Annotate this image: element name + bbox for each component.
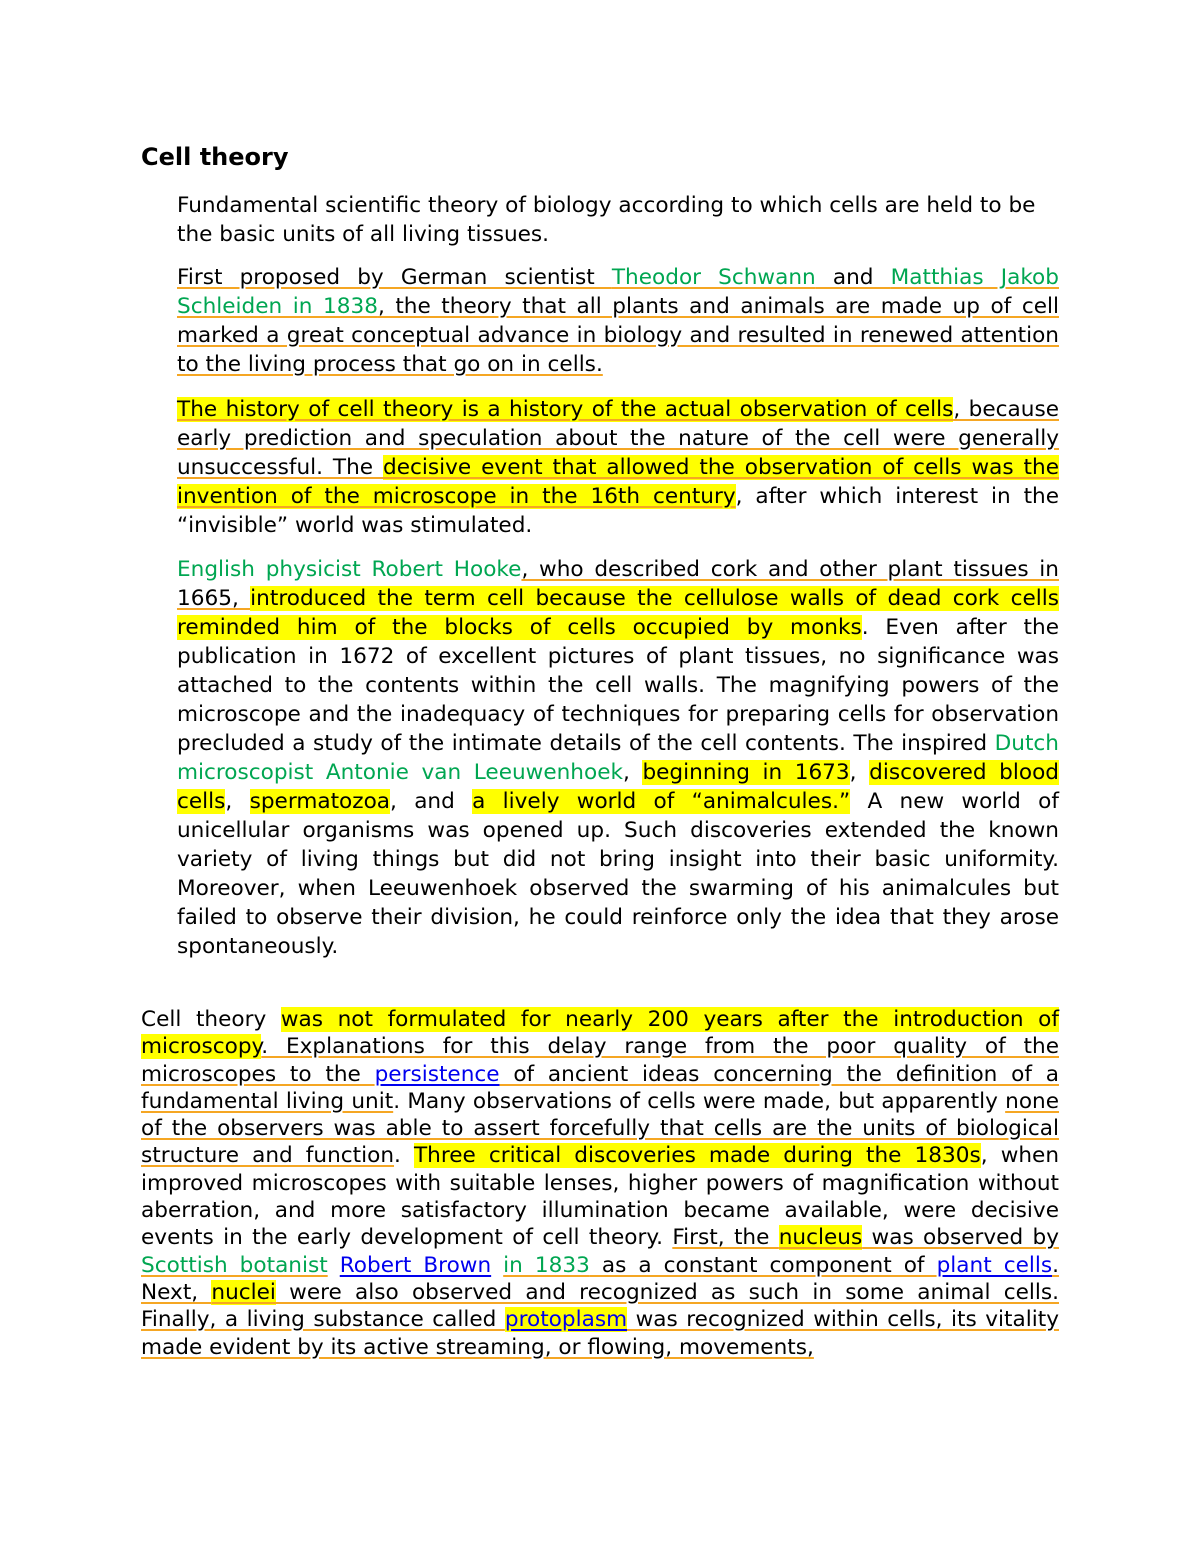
text-run: none of the observers was able to assert forcefully that cells are the units of biological structure and function <box>141 1088 1060 1169</box>
highlighted-text: was not formulated for nearly 200 years after the introduction of microscopy <box>141 1007 1060 1060</box>
text-run: First proposed by German scientist <box>177 265 612 290</box>
paragraph-proposal <box>177 263 1059 379</box>
text-run <box>328 1253 340 1278</box>
paragraph-history <box>177 395 1059 540</box>
page-title: Cell theory <box>141 143 289 171</box>
paragraph-formulation <box>141 1006 1059 1361</box>
text-run: , when improved microscopes with suitable lenses, higher powers of magnification without aberration, and more satisfactory illumination became available, were decisive events in the early development of cell theory. <box>141 1143 1060 1251</box>
text-run: was recognized within cells, its vitality made evident by its active streaming, or flowing, movements, <box>141 1307 1059 1360</box>
highlighted-text: spermatozoa <box>249 789 391 814</box>
highlighted-text: Three critical discoveries made during the 1830s <box>413 1143 981 1169</box>
highlighted-text: nuclei <box>211 1279 276 1305</box>
text-run <box>491 1253 503 1278</box>
highlighted-text: beginning in 1673 <box>642 760 850 785</box>
highlighted-text: The history of cell theory is a history of the actual observation of cells <box>177 397 954 422</box>
text-run: of ancient ideas concerning the definition of a fundamental living unit <box>141 1061 1059 1114</box>
person-name: Dutch microscopist Antonie van Leeuwenhoek <box>177 731 1059 785</box>
text-run: , the theory that all plants and animals are made up of cell marked a great conceptual advance in biology and resulted in renewed attention to the living process that go on in cells. <box>177 294 1059 377</box>
text-run: , <box>623 760 643 785</box>
date-text: in 1833 <box>503 1252 590 1278</box>
text-run: Cell theory <box>141 1007 281 1032</box>
person-name: Theodor Schwann <box>611 265 816 290</box>
text-run: . <box>394 1143 414 1169</box>
text-run: A new world of unicellular organisms was opened up. Such discoveries extended the known variety of living things but did not bring insight into their basic uniformity. Moreover, when Leeuwenhoek observed the swarming of his animalcules but failed to observe their division, he could reinforce only the idea that they arose spontaneously. <box>177 789 1059 959</box>
persistence-link[interactable]: persistence <box>374 1061 500 1087</box>
text-run: , and <box>390 789 473 814</box>
paragraph-text: Fundamental scientific theory of biology according to which cells are held to be the basic units of all living tissues. <box>177 193 1036 247</box>
text-run: , because early prediction and speculation about the nature of the cell were generally unsuccessful. The <box>177 397 1059 480</box>
text-run: . Next, <box>141 1252 1059 1305</box>
person-name: Matthias Jakob Schleiden in 1838 <box>177 265 1059 319</box>
text-run: . Even after the publication in 1672 of excellent pictures of plant tissues, no significance was attached to the contents within the cell walls. The magnifying powers of the microscope and the inadequacy of techniques for preparing cells for observation precluded a study of the intimate details of the cell contents. The inspired <box>177 615 1059 756</box>
text-run: were also observed and recognized as such in some animal cells. Finally, a living substance called <box>141 1279 1059 1333</box>
text-run: , after which interest in the “invisible” world was stimulated. <box>177 484 1060 538</box>
text-run: . Explanations for this delay range from the poor quality of the microscopes to the <box>141 1034 1059 1087</box>
paragraph-hooke <box>177 555 1059 961</box>
text-run: , who described cork and other plant tissues in 1665, <box>177 557 1059 611</box>
highlighted-text: introduced the term cell because the cellulose walls of dead cork cells reminded him of the blocks of cells occupied by monks <box>177 586 1059 640</box>
paragraph-definition <box>177 191 1059 249</box>
text-run: , <box>225 789 250 814</box>
highlighted-text: nucleus <box>778 1225 863 1251</box>
highlighted-text: a lively world of “animalcules.” <box>472 789 851 814</box>
plant-cells-link[interactable]: plant cells <box>936 1252 1053 1278</box>
text-run: was observed by <box>862 1225 1059 1251</box>
text-run: as a constant component of <box>589 1252 937 1278</box>
text-run: . Many observations of cells were made, but apparently <box>393 1088 1006 1114</box>
highlighted-text: discovered blood cells <box>177 760 1060 814</box>
person-name: Scottish botanist <box>141 1252 328 1278</box>
robert-brown-link[interactable]: Robert Brown <box>339 1252 492 1278</box>
person-name: English physicist Robert Hooke <box>177 557 522 582</box>
text-run: and <box>815 265 891 290</box>
text-run: First, the <box>672 1225 779 1251</box>
highlighted-text: decisive event that allowed the observation of cells was the invention of the microscope in the 16th century <box>177 455 1059 509</box>
protoplasm-link[interactable]: protoplasm <box>504 1307 628 1333</box>
text-run: , <box>849 760 870 785</box>
